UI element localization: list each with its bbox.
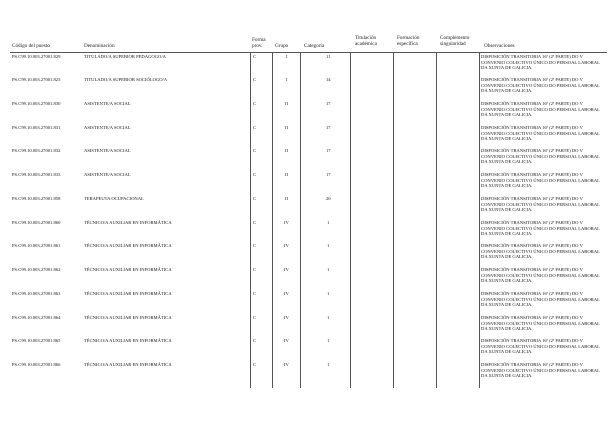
table-row [0, 267, 615, 290]
cell-codigo: PS.C99.10.003.27001.860 [12, 220, 61, 225]
cell-forma: C [253, 338, 257, 343]
cell-categoria: 11 [326, 54, 331, 59]
cell-forma: C [253, 101, 257, 106]
cell-observaciones: DISPOSICIÓN TRANSITORIA 16ª (2ª PARTE) DO V CONVENIO COLECTIVO ÚNICO DO PERSOAL LABORAL DA XUNTA DE GALICIA. [481, 148, 600, 165]
cell-observaciones: DISPOSICIÓN TRANSITORIA 16ª (2ª PARTE) DO V CONVENIO COLECTIVO ÚNICO DO PERSOAL LABORAL DA XUNTA DE GALICIA. [481, 125, 600, 142]
cell-observaciones: DISPOSICIÓN TRANSITORIA 16ª (2ª PARTE) DO V CONVENIO COLECTIVO ÚNICO DO PERSOAL LABORAL DA XUNTA DE GALICIA. [481, 220, 600, 237]
cell-grupo: IV [284, 267, 289, 272]
cell-forma: C [253, 220, 257, 225]
header-divider [10, 52, 607, 53]
cell-grupo: IV [284, 291, 289, 296]
cell-codigo: PS.C99.10.003.27001.864 [12, 315, 61, 320]
cell-denominacion: TITULADO/A SUPERIOR SOCIÓLOGO/A [84, 77, 168, 82]
cell-forma: C [253, 148, 257, 153]
cell-denominacion: ASISTENTE/A SOCIAL [84, 125, 131, 130]
table-row [0, 196, 615, 219]
cell-denominacion: TITULADO/A SUPERIOR PEDAGOGO/A [84, 54, 166, 59]
cell-grupo: II [285, 196, 289, 201]
cell-codigo: PS.C99.10.003.27001.833 [12, 172, 61, 177]
cell-observaciones: DISPOSICIÓN TRANSITORIA 16ª (2ª PARTE) DO V CONVENIO COLECTIVO ÚNICO DO PERSOAL LABORAL DA XUNTA DE GALICIA. [481, 77, 600, 94]
cell-denominacion: TÉCNICO/A AUXILIAR EN INFORMÁTICA [84, 267, 172, 272]
header-denominacion: Denominación [84, 43, 115, 49]
cell-categoria: 1 [327, 315, 330, 320]
cell-categoria: 1 [327, 267, 330, 272]
cell-grupo: II [285, 125, 289, 130]
cell-denominacion: TÉCNICO/A AUXILIAR EN INFORMÁTICA [84, 243, 172, 248]
cell-categoria: 20 [326, 196, 331, 201]
cell-codigo: PS.C99.10.003.27001.830 [12, 101, 61, 106]
cell-forma: C [253, 267, 257, 272]
header-complemento-line1: Complemento [440, 35, 470, 41]
cell-grupo: I [286, 77, 288, 82]
table-row [0, 125, 615, 148]
cell-forma: C [253, 291, 257, 296]
cell-categoria: 17 [326, 125, 331, 130]
cell-forma: C [253, 315, 257, 320]
cell-grupo: IV [284, 220, 289, 225]
cell-observaciones: DISPOSICIÓN TRANSITORIA 16ª (2ª PARTE) DO V CONVENIO COLECTIVO ÚNICO DO PERSOAL LABORAL DA XUNTA DE GALICIA. [481, 101, 600, 118]
cell-codigo: PS.C99.10.003.27001.863 [12, 291, 61, 296]
cell-denominacion: TÉCNICO/A AUXILIAR EN INFORMÁTICA [84, 315, 172, 320]
header-titulacion-line1: Titulación [355, 35, 377, 41]
table-row [0, 77, 615, 100]
cell-observaciones: DISPOSICIÓN TRANSITORIA 16ª (2ª PARTE) DO V CONVENIO COLECTIVO ÚNICO DO PERSOAL LABORAL DA XUNTA DE GALICIA. [481, 291, 600, 308]
cell-denominacion: TÉCNICO/A AUXILIAR EN INFORMÁTICA [84, 362, 172, 367]
cell-categoria: 14 [326, 77, 331, 82]
table-row [0, 220, 615, 243]
cell-forma: C [253, 125, 257, 130]
cell-denominacion: TÉCNICO/A AUXILIAR EN INFORMÁTICA [84, 338, 172, 343]
cell-grupo: IV [284, 362, 289, 367]
cell-denominacion: ASISTENTE/A SOCIAL [84, 148, 131, 153]
cell-codigo: PS.C99.10.003.27001.858 [12, 196, 61, 201]
cell-categoria: 17 [326, 148, 331, 153]
header-complemento-line2: singularidad [440, 41, 466, 47]
header-observaciones: Observaciones [484, 43, 515, 49]
cell-forma: C [253, 196, 257, 201]
cell-observaciones: DISPOSICIÓN TRANSITORIA 16ª (2ª PARTE) DO V CONVENIO COLECTIVO ÚNICO DO PERSOAL LABORAL DA XUNTA DE GALICIA. [481, 172, 600, 189]
cell-observaciones: DISPOSICIÓN TRANSITORIA 16ª (2ª PARTE) DO V CONVENIO COLECTIVO ÚNICO DO PERSOAL LABORAL DA XUNTA DE GALICIA. [481, 267, 600, 284]
cell-grupo: I [286, 54, 288, 59]
cell-denominacion: TÉCNICO/A AUXILIAR EN INFORMÁTICA [84, 291, 172, 296]
header-formacion-line1: Formación [397, 35, 420, 41]
cell-grupo: II [285, 148, 289, 153]
table-row [0, 172, 615, 195]
cell-forma: C [253, 54, 257, 59]
table-row [0, 315, 615, 338]
cell-observaciones: DISPOSICIÓN TRANSITORIA 16ª (2ª PARTE) DO V CONVENIO COLECTIVO ÚNICO DO PERSOAL LABORAL DA XUNTA DE GALICIA. [481, 362, 600, 379]
table-row [0, 101, 615, 124]
cell-codigo: PS.C99.10.003.27001.829 [12, 54, 61, 59]
table-row [0, 338, 615, 361]
cell-observaciones: DISPOSICIÓN TRANSITORIA 16ª (2ª PARTE) DO V CONVENIO COLECTIVO ÚNICO DO PERSOAL LABORAL DA XUNTA DE GALICIA. [481, 243, 600, 260]
cell-observaciones: DISPOSICIÓN TRANSITORIA 16ª (2ª PARTE) DO V CONVENIO COLECTIVO ÚNICO DO PERSOAL LABORAL DA XUNTA DE GALICIA. [481, 338, 600, 355]
cell-grupo: II [285, 101, 289, 106]
cell-categoria: 1 [327, 220, 330, 225]
cell-denominacion: TERAPEUTA OCUPACIONAL [84, 196, 144, 201]
cell-codigo: PS.C99.10.003.27001.862 [12, 267, 61, 272]
cell-grupo: IV [284, 243, 289, 248]
cell-categoria: 1 [327, 338, 330, 343]
cell-grupo: IV [284, 338, 289, 343]
table-row [0, 148, 615, 171]
table-row [0, 54, 615, 77]
cell-categoria: 1 [327, 243, 330, 248]
cell-codigo: PS.C99.10.003.27001.865 [12, 338, 61, 343]
header-codigo: Código del puesto [12, 43, 50, 49]
cell-denominacion: ASISTENTE/A SOCIAL [84, 101, 131, 106]
cell-codigo: PS.C99.10.003.27001.866 [12, 362, 61, 367]
table-row [0, 362, 615, 385]
cell-forma: C [253, 172, 257, 177]
cell-categoria: 17 [326, 101, 331, 106]
table-row [0, 291, 615, 314]
cell-forma: C [253, 362, 257, 367]
cell-grupo: IV [284, 315, 289, 320]
cell-denominacion: ASISTENTE/A SOCIAL [84, 172, 131, 177]
cell-forma: C [253, 77, 257, 82]
cell-observaciones: DISPOSICIÓN TRANSITORIA 16ª (2ª PARTE) DO V CONVENIO COLECTIVO ÚNICO DO PERSOAL LABORAL DA XUNTA DE GALICIA. [481, 54, 600, 71]
cell-denominacion: TÉCNICO/A AUXILIAR EN INFORMÁTICA [84, 220, 172, 225]
header-grupo: Grupo [275, 43, 289, 49]
cell-codigo: PS.C99.10.003.27001.861 [12, 243, 61, 248]
cell-observaciones: DISPOSICIÓN TRANSITORIA 16ª (2ª PARTE) DO V CONVENIO COLECTIVO ÚNICO DO PERSOAL LABORAL DA XUNTA DE GALICIA. [481, 315, 600, 332]
cell-observaciones: DISPOSICIÓN TRANSITORIA 16ª (2ª PARTE) DO V CONVENIO COLECTIVO ÚNICO DO PERSOAL LABORAL DA XUNTA DE GALICIA. [481, 196, 600, 213]
header-forma-prov-line1: Forma [252, 37, 266, 43]
cell-codigo: PS.C99.10.003.27001.831 [12, 125, 61, 130]
header-forma-prov-line2: prov. [252, 43, 263, 49]
cell-forma: C [253, 243, 257, 248]
cell-categoria: 17 [326, 172, 331, 177]
cell-codigo: PS.C99.10.003.27001.832 [12, 148, 61, 153]
cell-categoria: 1 [327, 362, 330, 367]
cell-categoria: 1 [327, 291, 330, 296]
cell-grupo: II [285, 172, 289, 177]
table-row [0, 243, 615, 266]
cell-codigo: PS.C99.10.003.27001.825 [12, 77, 61, 82]
header-formacion-line2: específica [397, 41, 418, 47]
header-titulacion-line2: académica [355, 41, 377, 47]
header-categoria: Categoría [304, 43, 325, 49]
